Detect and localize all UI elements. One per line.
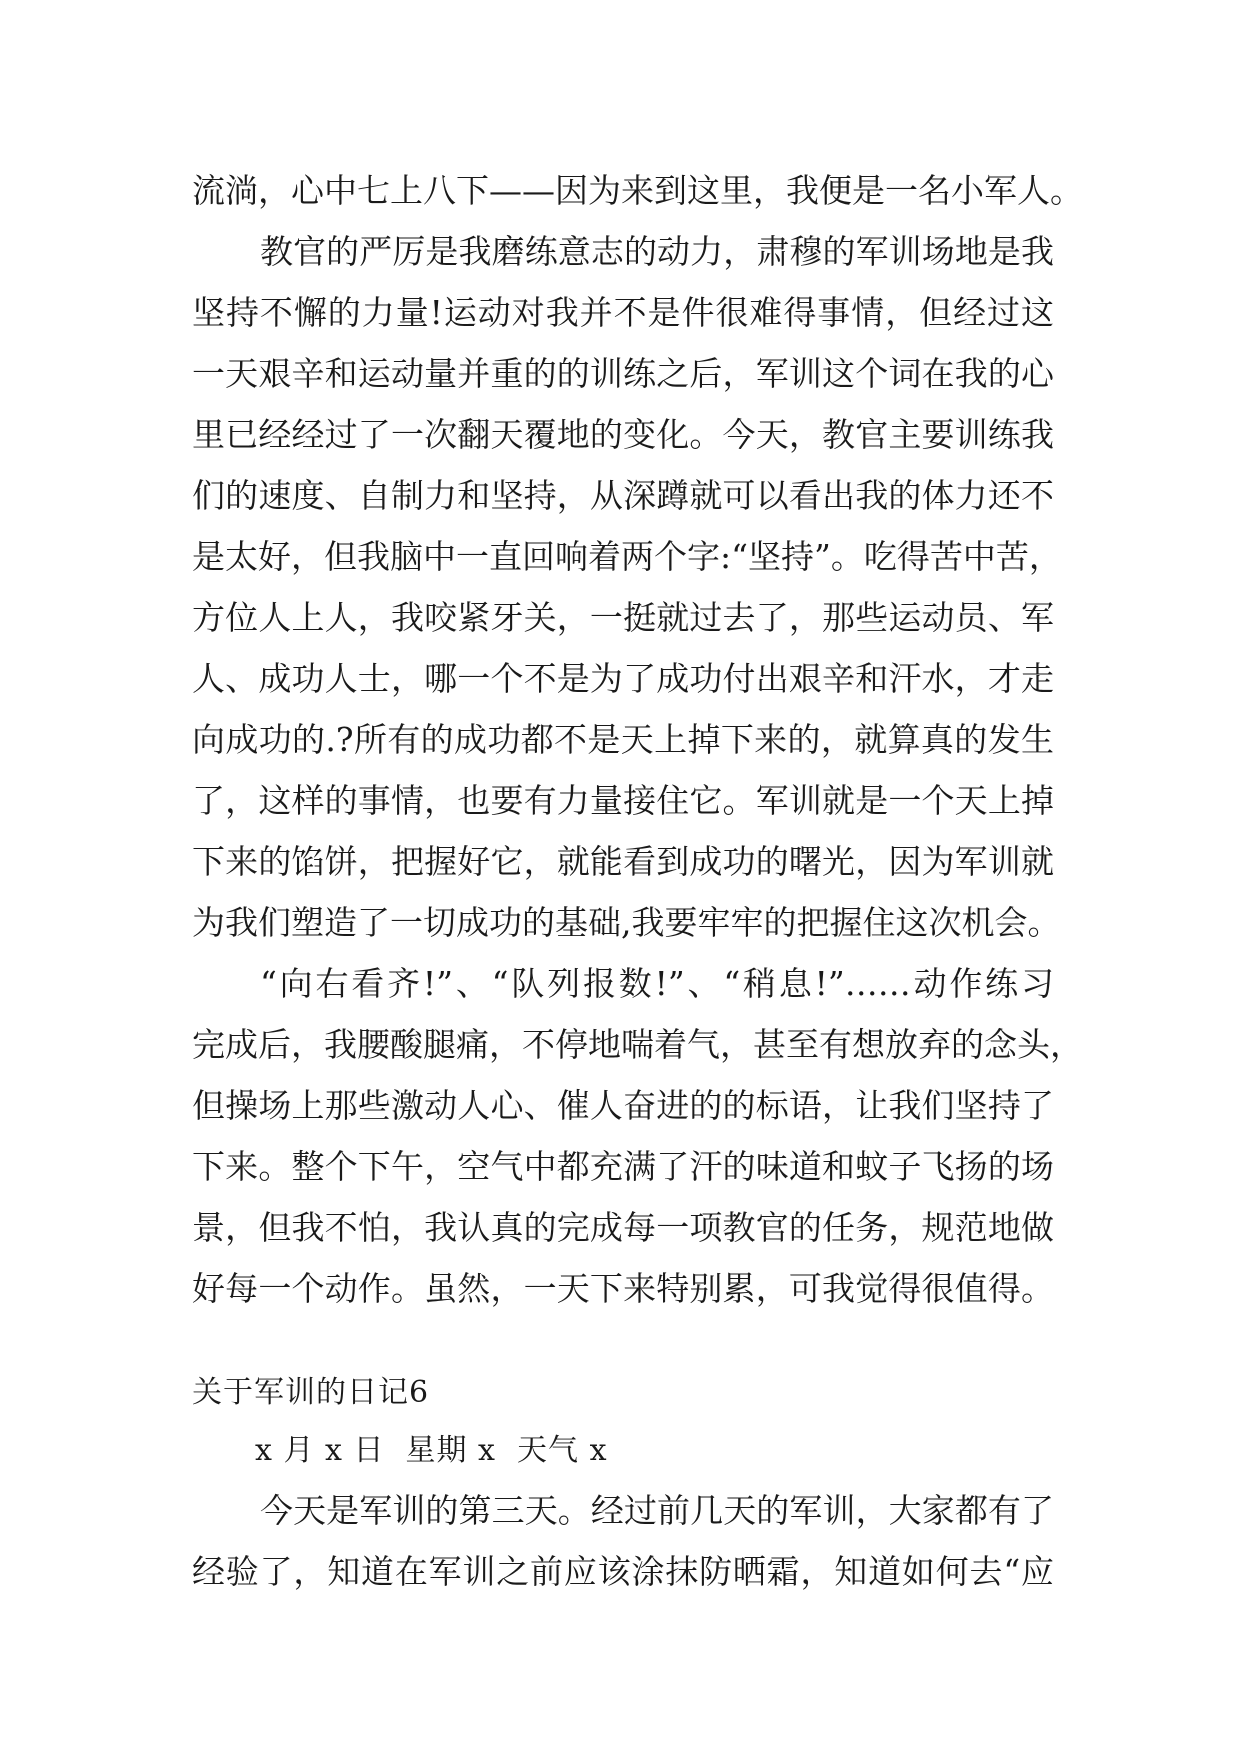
paragraph-continuation [192,160,1083,221]
text-line: 教官的严厉是我磨练意志的动力，肃穆的军训场地是我 [260,232,1054,271]
text-line: 一天艰辛和运动量并重的的训练之后，军训这个词在我的心 [192,354,1054,393]
paragraph-instructor [192,221,1062,953]
paragraph-drill [192,953,1083,1319]
text-line: 是太好，但我脑中一直回响着两个字:“坚持”。吃得苦中苦， [192,537,1062,576]
text-line: 但操场上那些激动人心、催人奋进的的标语，让我们坚持了 [192,1086,1054,1125]
text-line: 为我们塑造了一切成功的基础,我要牢牢的把握住这次机会。 [192,903,1061,942]
text-line: 人、成功人士，哪一个不是为了成功付出艰辛和汗水，才走 [192,659,1054,698]
document-body [192,160,1083,1602]
text-line: 完成后，我腰酸腿痛，不停地喘着气，甚至有想放弃的念头， [192,1025,1083,1064]
text-line: 今天是军训的第三天。经过前几天的军训，大家都有了 [260,1491,1054,1530]
text-line: 下来。整个下午，空气中都充满了汗的味道和蚊子飞扬的场 [192,1147,1054,1186]
text-line: 流淌，心中七上八下——因为来到这里，我便是一名小军人。 [192,171,1083,210]
paragraph-day-three [192,1480,1054,1602]
section-title: 关于军训的日记6 [192,1375,430,1410]
text-line: 了，这样的事情，也要有力量接住它。军训就是一个天上掉 [192,781,1054,820]
text-line: 向成功的.?所有的成功都不是天上掉下来的，就算真的发生 [192,720,1054,759]
text-line: “向右看齐!”、“队列报数!”、“稍息!”……动作练习 [260,964,1054,1003]
text-line: 经验了，知道在军训之前应该涂抹防晒霜，知道如何去“应 [192,1552,1054,1591]
text-line: 们的速度、自制力和坚持，从深蹲就可以看出我的体力还不 [192,476,1054,515]
text-line: 坚持不懈的力量!运动对我并不是件很难得事情，但经过这 [192,293,1054,332]
date-line: x 月 x 日 星期 x 天气 x [255,1433,608,1468]
text-line: 景，但我不怕，我认真的完成每一项教官的任务，规范地做 [192,1208,1054,1247]
text-line: 下来的馅饼，把握好它，就能看到成功的曙光，因为军训就 [192,842,1054,881]
text-line: 方位人上人，我咬紧牙关，一挺就过去了，那些运动员、军 [192,598,1054,637]
section-spacer [192,1319,1054,1364]
text-line: 好每一个动作。虽然，一天下来特别累，可我觉得很值得。 [192,1269,1054,1308]
text-line: 里已经经过了一次翻天覆地的变化。今天，教官主要训练我 [192,415,1054,454]
